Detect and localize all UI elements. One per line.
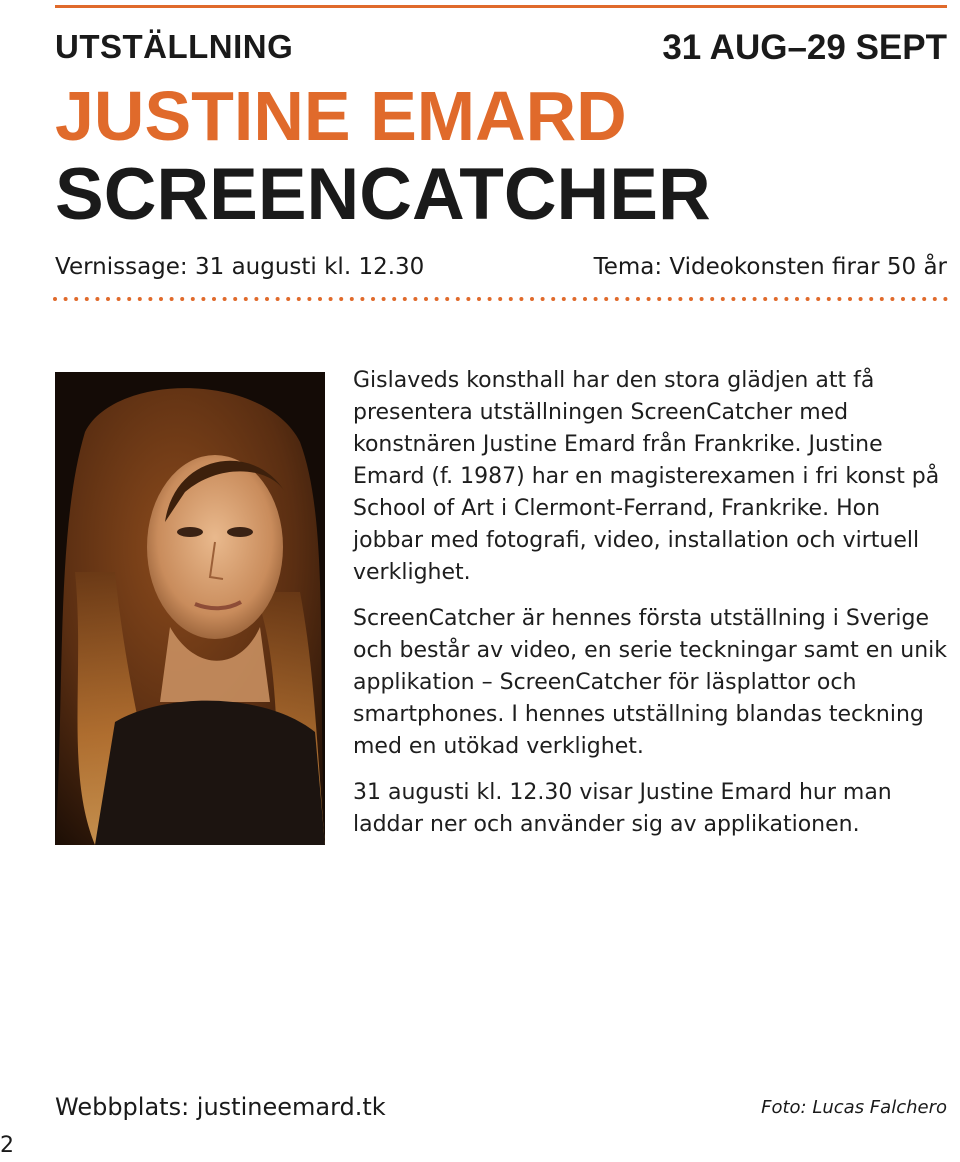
section-label: UTSTÄLLNING — [55, 28, 294, 65]
article-body — [353, 365, 953, 855]
paragraph-intro: Gislaveds konsthall har den stora glädjen att få presentera utställningen ScreenCatcher med konstnären Justine Emard från Frankrike. Justine Emard (f. 1987) har en magisterexamen i fri konst på School of Art i Clermont-Ferrand, Frankrike. Hon jobbar med fotografi, video, installation och virtuell verklighet. — [353, 368, 940, 585]
paragraph-demo: 31 augusti kl. 12.30 visar Justine Emard hur man laddar ner och använder sig av applikationen. — [353, 780, 892, 837]
theme-text: Tema: Videokonsten firar 50 år — [593, 254, 947, 280]
dotted-divider — [52, 296, 952, 302]
page-number: 2 — [0, 1133, 14, 1158]
vernissage-text: Vernissage: 31 augusti kl. 12.30 — [55, 254, 425, 280]
website-text: Webbplats: justineemard.tk — [55, 1093, 386, 1121]
photo-credit: Foto: Lucas Falchero — [761, 1097, 947, 1118]
artist-name: JUSTINE EMARD — [55, 77, 627, 155]
exhibition-dates: 31 AUG–29 SEPT — [662, 28, 947, 67]
exhibition-title: SCREENCATCHER — [55, 154, 711, 235]
paragraph-exhibition: ScreenCatcher är hennes första utställning i Sverige och består av video, en serie teckningar samt en unik applikation – ScreenCatcher för läsplattor och smartphones. I hennes utställning blandas teckning med en utökad verklighet. — [353, 606, 948, 759]
artist-portrait — [55, 372, 325, 845]
top-rule — [55, 5, 947, 8]
